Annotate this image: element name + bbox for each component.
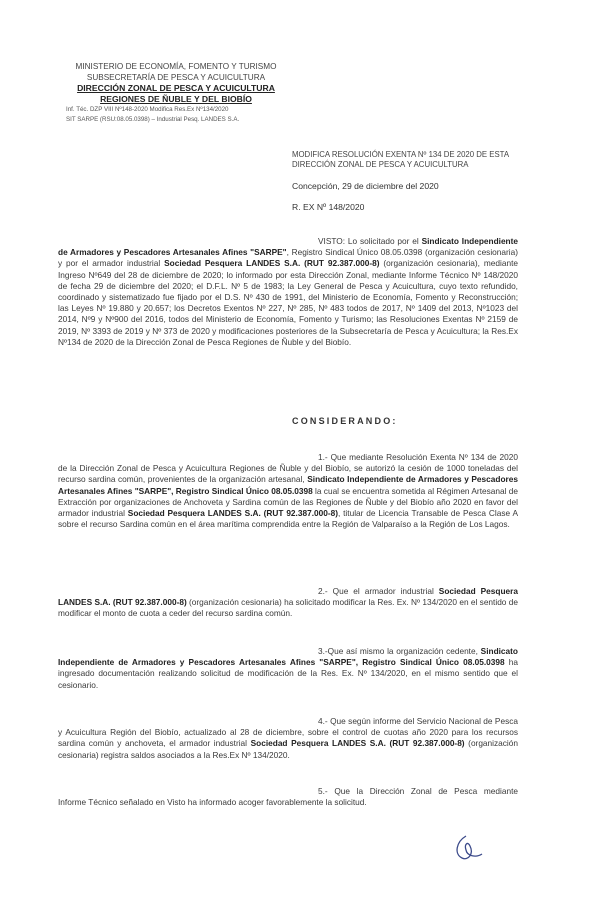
considerando-5: 5.- Que la Dirección Zonal de Pesca mediante Informe Técnico señalado en Visto ha informado acoger favorablemente la solicitud. <box>58 786 518 808</box>
considerando-heading: CONSIDERANDO: <box>292 416 398 426</box>
resolution-date: Concepción, 29 de diciembre del 2020 <box>292 181 439 191</box>
considerando-1: 1.- Que mediante Resolución Exenta Nº 134 de 2020 de la Dirección Zonal de Pesca y Acuicultura Regiones de Ñuble y del Biobío, se autorizó la cesión de 1000 toneladas del recurso sardina común, provenientes de la organización artesanal, Sindicato Independiente de Armadores y Pescadores Artesanales Afines "SARPE", Registro Sindical Único 08.05.0398 la cual se encuentra sometida al Régimen Artesanal de Extracción por organizaciones de Anchoveta y Sardina común de las Regiones de Ñuble y del Biobío año 2020 en favor del armador industrial Sociedad Pesquera LANDES S.A. (RUT 92.387.000-8), titular de Licencia Transable de Pesca Clase A sobre el recurso Sardina común en el área marítima comprendida entre la Región de Valparaíso a la Región de Los Lagos. <box>58 452 519 530</box>
subsecretaria-line: SUBSECRETARÍA DE PESCA Y ACUICULTURA <box>86 72 266 82</box>
considerando-4: 4.- Que según informe del Servicio Nacional de Pesca y Acuicultura Región del Biobío, actualizado al 28 de diciembre, sobre el control de cuotas año 2020 para los recursos sardina común y anchoveta, el armador industrial Sociedad Pesquera LANDES S.A. (RUT 92.387.000-8) (organización cesionaria) registra saldos asociados a la Res.Ex Nº 134/2020. <box>58 716 518 760</box>
ministry-line: MINISTERIO DE ECONOMÍA, FOMENTO Y TURISMO <box>75 62 277 71</box>
direccion-zonal-line: DIRECCIÓN ZONAL DE PESCA Y ACUICULTURA <box>77 83 275 94</box>
header-reference-2: SIT SARPE (RSU:08.05.0398) – Industrial Pesq. LANDES S.A. <box>66 115 240 123</box>
visto-paragraph: VISTO: Lo solicitado por el Sindicato Independiente de Armadores y Pescadores Artesanales Afines "SARPE", Registro Sindical Único 08.05.0398 (organización cesionaria) y por el armador industrial Sociedad Pesquera LANDES S.A. (RUT 92.387.000-8) (organización cesionaria), mediante Ingreso Nº649 del 28 de diciembre de 2020; lo informado por esta Dirección Zonal, mediante Informe Técnico Nº 148/2020 de fecha 29 de diciembre del 2020; el D.F.L. Nº 5 de 1983; la Ley General de Pesca y Acuicultura, cuyo texto refundido, coordinado y sistematizado fue fijado por el D.S. Nº 430 de 1991, del Ministerio de Economía, Fomento y Reconstrucción; las Leyes Nº 19.880 y 20.657; los Decretos Exentos Nº 227, Nº 285, Nº 483 todos de 2017, Nº 1409 del 2013, Nº1023 del 2014, Nº9 y Nº900 del 2016, todos del Ministerio de Economía, Fomento y Turismo; las Resoluciones Exentas Nº 2159 de 2019, Nº 3393 de 2019 y Nº 373 de 2020 y modificaciones posteriores de la Subsecretaría de Pesca y Acuicultura; la Res.Ex Nº134 de 2020 de la Dirección Zonal de Pesca Regiones de Ñuble y del Biobío. <box>58 236 519 347</box>
considerando-2: 2.- Que el armador industrial Sociedad Pesquera LANDES S.A. (RUT 92.387.000-8) (organización cesionaria) ha solicitado modificar la Res. Ex. Nº 134/2020 en el sentido de modificar el monto de cuota a ceder del recurso sardina común. <box>58 586 518 619</box>
resolution-subject: MODIFICA RESOLUCIÓN EXENTA Nº 134 DE 2020 DE ESTA DIRECCIÓN ZONAL DE PESCA Y ACUICULTURA <box>292 150 509 169</box>
letterhead <box>66 62 286 124</box>
resolution-number: R. EX Nº 148/2020 <box>292 202 365 212</box>
signature-mark <box>448 832 488 864</box>
header-reference-1: Inf. Téc. DZP VIII Nº148-2020 Modifica Res.Ex Nº134/2020 <box>66 106 229 114</box>
regiones-line: REGIONES DE ÑUBLE Y DEL BIOBÍO <box>100 93 252 104</box>
considerando-3: 3.-Que así mismo la organización cedente, Sindicato Independiente de Armadores y Pescadores Artesanales Afines "SARPE", Registro Sindical Único 08.05.0398 ha ingresado documentación realizando solicitud de modificación de la Res. Ex. Nº 134/2020, en el mismo sentido que el cesionario. <box>58 646 518 690</box>
